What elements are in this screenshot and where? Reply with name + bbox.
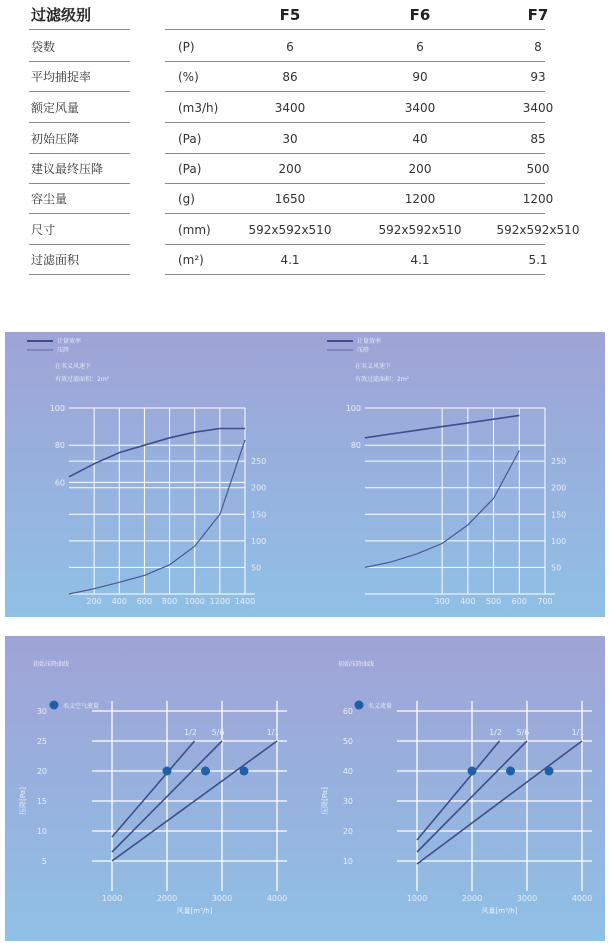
- row-value-f7: 5.1: [528, 253, 548, 267]
- row-value-f7: 3400: [522, 101, 554, 115]
- curve-label: 1/1: [571, 728, 585, 737]
- row-value-f5: 6: [286, 40, 294, 54]
- chart-note: 在名义风速下: [55, 363, 92, 370]
- chart-title: 初始压降曲线: [33, 661, 70, 668]
- table-divider: [29, 91, 130, 92]
- y-tick-label: 20: [36, 767, 47, 776]
- table-divider: [29, 29, 130, 30]
- y-tick-label: 5: [41, 857, 47, 866]
- x-tick-label: 2000: [461, 894, 483, 903]
- x-tick-label: 400: [111, 597, 127, 606]
- row-label: 袋数: [31, 40, 56, 54]
- x-tick-label: 800: [161, 597, 178, 606]
- legend-marker: [355, 701, 364, 710]
- row-value-f6: 3400: [404, 101, 436, 115]
- y-tick-label: 20: [342, 827, 353, 836]
- table-divider: [165, 122, 545, 123]
- row-value-f7: 500: [526, 162, 550, 176]
- table-divider: [29, 274, 130, 275]
- row-value-f6: 6: [416, 40, 424, 54]
- y-right-tick-label: 250: [551, 457, 567, 467]
- x-tick-label: 500: [485, 597, 502, 606]
- pressure-drop-charts-svg: [5, 636, 605, 941]
- table-row: [0, 124, 609, 154]
- pressure-drop-charts-panel: [5, 636, 605, 941]
- row-value-f7: 592x592x510: [496, 223, 580, 237]
- y-right-tick-label: 150: [251, 510, 267, 520]
- x-tick-label: 300: [434, 597, 450, 606]
- table-divider: [29, 213, 130, 214]
- chart-note: 有效过滤面积：2m²: [55, 376, 110, 383]
- row-unit: (m²): [178, 253, 204, 267]
- header-f5: F5: [279, 6, 301, 24]
- legend-label: 计量效率: [57, 338, 82, 345]
- x-tick-label: 1400: [234, 597, 256, 606]
- table-divider: [165, 29, 545, 30]
- nominal-flow-point: [468, 767, 477, 776]
- y-right-tick-label: 50: [251, 563, 262, 573]
- y-tick-label: 40: [342, 767, 353, 776]
- y-right-tick-label: 250: [251, 457, 267, 467]
- row-unit: (Pa): [178, 162, 202, 176]
- nominal-flow-point: [201, 767, 210, 776]
- chart-note: 有效过滤面积：2m²: [355, 376, 410, 383]
- curve-label: 1/2: [489, 728, 502, 737]
- curve-label: 1/1: [266, 728, 280, 737]
- x-tick-label: 1000: [406, 894, 428, 903]
- table-divider: [165, 91, 545, 92]
- y-tick-label: 10: [342, 857, 353, 866]
- table-row: [0, 93, 609, 123]
- row-unit: (g): [178, 192, 195, 206]
- row-value-f5: 1650: [274, 192, 306, 206]
- x-tick-label: 600: [136, 597, 153, 606]
- legend-label: 名义空气流量: [63, 703, 100, 710]
- y-left-tick-label: 60: [54, 478, 65, 488]
- y-tick-label: 50: [342, 737, 353, 746]
- row-label: 容尘量: [31, 192, 68, 206]
- y-left-tick-label: 80: [54, 441, 65, 451]
- x-tick-label: 3000: [516, 894, 538, 903]
- row-label: 初始压降: [31, 132, 80, 146]
- nominal-flow-point: [240, 767, 249, 776]
- y-right-tick-label: 200: [251, 483, 267, 493]
- y-axis-label: 压降[Pa]: [321, 787, 329, 815]
- curve-label: 5/6: [211, 728, 225, 737]
- x-tick-label: 700: [537, 597, 553, 606]
- y-axis-label: 压降[Pa]: [19, 787, 27, 815]
- legend-marker: [50, 701, 59, 710]
- table-divider: [29, 122, 130, 123]
- table-row: [0, 154, 609, 184]
- row-unit: (mm): [178, 223, 211, 237]
- row-value-f7: 85: [530, 132, 546, 146]
- y-right-tick-label: 100: [251, 536, 267, 546]
- y-tick-label: 10: [36, 827, 47, 836]
- x-tick-label: 1200: [209, 597, 231, 606]
- header-label: 过滤级别: [31, 6, 92, 24]
- row-label: 平均捕捉率: [31, 70, 92, 84]
- row-value-f6: 40: [412, 132, 428, 146]
- x-tick-label: 1000: [184, 597, 205, 606]
- nominal-flow-point: [163, 767, 172, 776]
- row-value-f7: 1200: [522, 192, 554, 206]
- x-tick-label: 2000: [156, 894, 178, 903]
- y-right-tick-label: 200: [551, 483, 567, 493]
- x-axis-label: 风量[m³/h]: [481, 907, 518, 915]
- row-value-f6: 90: [412, 70, 428, 84]
- row-value-f5: 200: [278, 162, 302, 176]
- legend-label: 计量效率: [357, 338, 382, 345]
- row-unit: (%): [178, 70, 199, 84]
- panel-background: [5, 636, 605, 941]
- row-value-f5: 3400: [274, 101, 306, 115]
- table-row: [0, 245, 609, 275]
- row-value-f5: 4.1: [280, 253, 300, 267]
- x-tick-label: 600: [511, 597, 527, 606]
- row-value-f7: 8: [534, 40, 542, 54]
- row-value-f6: 592x592x510: [378, 223, 462, 237]
- table-divider: [165, 274, 545, 275]
- table-row: [0, 62, 609, 92]
- row-label: 过滤面积: [31, 253, 80, 267]
- y-right-tick-label: 100: [551, 536, 567, 546]
- chart-note: 在名义风速下: [355, 363, 392, 370]
- y-right-tick-label: 150: [551, 510, 567, 520]
- row-value-f5: 592x592x510: [248, 223, 332, 237]
- x-tick-label: 4000: [571, 894, 593, 903]
- row-label: 尺寸: [31, 223, 56, 237]
- row-label: 建议最终压降: [31, 162, 104, 176]
- y-right-tick-label: 50: [551, 563, 562, 573]
- y-tick-label: 15: [36, 797, 47, 806]
- y-tick-label: 30: [342, 797, 353, 806]
- nominal-flow-point: [545, 767, 554, 776]
- chart-title: 初始压降曲线: [338, 661, 375, 668]
- table-row: [0, 32, 609, 62]
- y-tick-label: 30: [36, 707, 47, 716]
- table-row: [0, 215, 609, 245]
- y-left-tick-label: 80: [350, 441, 361, 451]
- row-value-f6: 200: [408, 162, 432, 176]
- panel-background: [5, 332, 605, 617]
- spec-table: [0, 0, 609, 290]
- curve-label: 5/6: [516, 728, 530, 737]
- row-label: 额定风量: [31, 101, 80, 115]
- header-f6: F6: [409, 6, 431, 24]
- legend-label: 名义流量: [368, 703, 393, 710]
- table-header-row: [0, 0, 609, 30]
- curve-label: 1/2: [184, 728, 197, 737]
- x-tick-label: 3000: [211, 894, 233, 903]
- x-tick-label: 400: [460, 597, 476, 606]
- y-left-tick-label: 100: [49, 404, 65, 413]
- nominal-flow-point: [506, 767, 515, 776]
- y-left-tick-label: 100: [345, 404, 361, 413]
- row-value-f5: 86: [282, 70, 298, 84]
- x-tick-label: 200: [86, 597, 102, 606]
- row-unit: (Pa): [178, 132, 202, 146]
- table-row: [0, 184, 609, 214]
- header-f7: F7: [527, 6, 549, 24]
- x-tick-label: 4000: [266, 894, 288, 903]
- legend-label: 压降: [57, 347, 70, 354]
- row-value-f6: 4.1: [410, 253, 430, 267]
- x-tick-label: 1000: [101, 894, 123, 903]
- efficiency-charts-svg: [5, 332, 605, 617]
- x-axis-label: 风量[m³/h]: [176, 907, 213, 915]
- row-unit: (P): [178, 40, 195, 54]
- row-value-f6: 1200: [404, 192, 436, 206]
- efficiency-charts-panel: [5, 332, 605, 617]
- legend-label: 压降: [357, 347, 370, 354]
- table-divider: [165, 213, 545, 214]
- y-tick-label: 25: [36, 737, 47, 746]
- row-value-f5: 30: [282, 132, 298, 146]
- row-value-f7: 93: [530, 70, 546, 84]
- y-tick-label: 60: [342, 707, 353, 716]
- row-unit: (m3/h): [178, 101, 219, 115]
